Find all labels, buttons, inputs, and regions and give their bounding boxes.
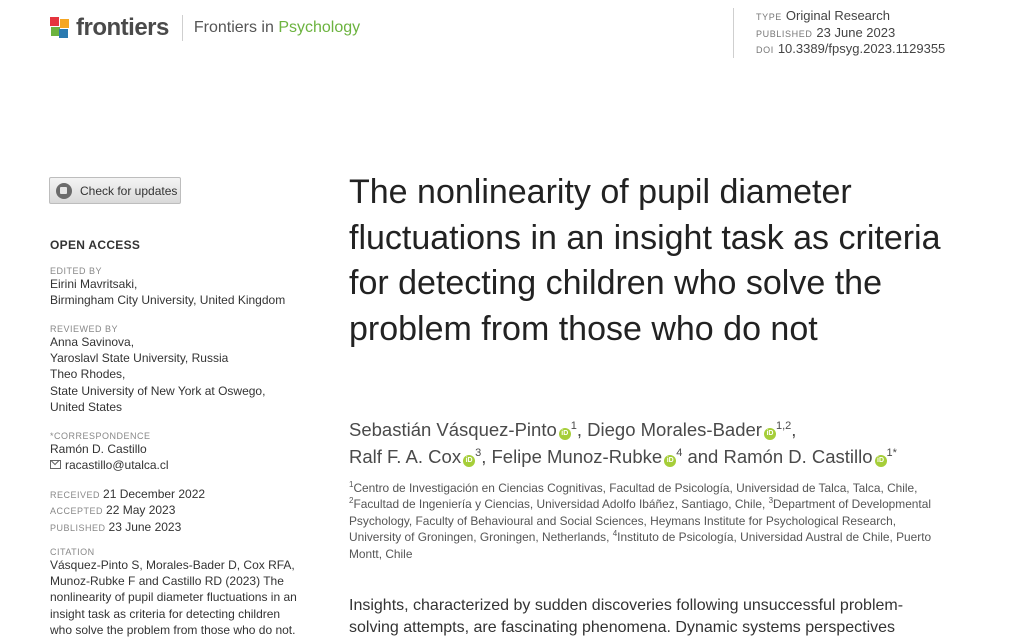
text-line: State University of New York at Oswego, xyxy=(50,383,266,398)
affiliation-sup: 2 xyxy=(349,496,354,506)
meta-type xyxy=(756,8,945,25)
text-line: Theo Rhodes, xyxy=(50,367,126,382)
check-for-updates-label: Check for updates xyxy=(80,183,178,198)
published-value: 23 June 2023 xyxy=(108,519,182,534)
logo-divider xyxy=(182,15,183,41)
reviewed-by-label: REVIEWED BY xyxy=(50,324,119,334)
orcid-icon[interactable]: iD xyxy=(764,428,776,440)
author-name[interactable]: Sebastián Vásquez-Pinto xyxy=(349,419,557,440)
accepted-value: 22 May 2023 xyxy=(106,503,176,518)
text-line: Eirini Mavritsaki, xyxy=(50,277,138,291)
text-line: nonlinearity of pupil diameter fluctuations in an xyxy=(50,590,297,605)
author-affiliation-sup: 3 xyxy=(475,446,482,459)
text-line: United States xyxy=(50,399,123,414)
envelope-icon xyxy=(50,460,61,469)
accepted-date xyxy=(50,502,330,518)
text-line: Birmingham City University, United Kingdom xyxy=(50,293,286,308)
meta-doi xyxy=(756,41,945,58)
text-line: who solve the problem from those who do not. xyxy=(50,622,296,637)
check-for-updates-button[interactable] xyxy=(49,177,181,204)
journal-prefix: Frontiers in xyxy=(193,19,279,36)
orcid-icon[interactable]: iD xyxy=(559,428,571,440)
correspondence-label: *CORRESPONDENCE xyxy=(50,431,151,441)
logo-wordmark: frontiers xyxy=(76,14,169,41)
meta-published xyxy=(756,25,945,42)
citation-text xyxy=(50,557,330,638)
author-affiliation-sup: 1* xyxy=(886,446,897,459)
correspondence-name: Ramón D. Castillo xyxy=(50,442,147,456)
edited-by-label: EDITED BY xyxy=(50,266,103,276)
text-line: Munoz-Rubke F and Castillo RD (2023) The xyxy=(50,574,284,589)
edited-by-section xyxy=(50,266,330,308)
frontiers-logo-icon xyxy=(50,17,70,39)
article-title: The nonlinearity of pupil diameter fluctuations in an insight task as criteria for detecting children who solve the problem from those who do not xyxy=(349,173,941,348)
meta-published-value: 23 June 2023 xyxy=(816,24,896,40)
published-label: PUBLISHED xyxy=(50,522,106,533)
meta-type-label: TYPE xyxy=(756,12,782,22)
dates-section xyxy=(50,486,330,535)
reviewed-by-section xyxy=(50,324,330,415)
author-name[interactable]: Ralf F. A. Cox xyxy=(349,446,462,467)
received-date xyxy=(50,486,330,502)
text-line: Vásquez-Pinto S, Morales-Bader D, Cox RFA, xyxy=(50,558,295,572)
orcid-icon[interactable]: iD xyxy=(875,455,887,467)
text-line: Anna Savinova, xyxy=(50,335,135,349)
affiliation-text: Centro de Investigación en Ciencias Cognitivas, Facultad de Psicología, Universidad de Talca, Talca, Chile, xyxy=(353,481,918,495)
citation-section xyxy=(50,547,330,638)
correspondence-email[interactable] xyxy=(50,457,330,473)
received-value: 21 December 2022 xyxy=(103,487,206,501)
article-meta xyxy=(733,8,945,58)
text-line: insight task as criteria for detecting children xyxy=(50,606,281,621)
affiliation-text: Department of Developmental Psychology, Faculty of Behavioural and Social Sciences, Heymans Institute for Psychological Research, University of Groningen, Groningen, Netherlands, xyxy=(349,497,931,545)
published-date xyxy=(50,519,330,535)
affiliations xyxy=(349,480,939,562)
journal-accent: Psychology xyxy=(278,19,361,36)
crossmark-icon xyxy=(56,183,72,199)
orcid-icon[interactable]: iD xyxy=(664,455,676,467)
text-line: Yaroslavl State University, Russia xyxy=(50,351,229,366)
accepted-label: ACCEPTED xyxy=(50,506,104,517)
journal-name[interactable] xyxy=(194,19,360,37)
citation-label: CITATION xyxy=(50,547,95,557)
author-affiliation-sup: 4 xyxy=(676,446,683,459)
meta-published-label: PUBLISHED xyxy=(756,28,813,39)
abstract-text: Insights, characterized by sudden discoveries following unsuccessful problem-solving attempts, are fascinating phenomena. Dynamic systems perspectives xyxy=(349,597,904,636)
correspondence-section xyxy=(50,431,330,473)
affiliation-sup: 4 xyxy=(612,529,618,539)
author-list: Sebastián Vásquez-Pinto $iD^1$, Diego Morales-Bader iD$^{1,2}$, Ralf F. A. Cox $iD^3$, Felipe Munoz-Rubke $iD^4$ and Ramón D. Castillo $iD^{1*}$ xyxy=(349,419,897,467)
author-name[interactable]: Diego Morales-Bader xyxy=(587,419,762,440)
affiliation-sup: 3 xyxy=(768,496,774,506)
author-name[interactable]: Ramón D. Castillo xyxy=(723,446,873,467)
edited-by-list xyxy=(50,276,330,308)
affiliation-text: Facultad de Ingeniería y Ciencias, Universidad Adolfo Ibáñez, Santiago, Chile, xyxy=(353,497,769,512)
meta-doi-value[interactable]: 10.3389/fpsyg.2023.1129355 xyxy=(777,41,946,56)
affiliation-sup: 1 xyxy=(349,480,354,490)
reviewed-by-list xyxy=(50,334,330,415)
orcid-icon[interactable]: iD xyxy=(463,455,475,467)
frontiers-logo[interactable] xyxy=(50,14,360,42)
open-access-label: OPEN ACCESS xyxy=(50,238,141,252)
author-affiliation-sup: 1 xyxy=(570,419,577,432)
author-name[interactable]: Felipe Munoz-Rubke xyxy=(491,446,663,467)
meta-type-value: Original Research xyxy=(785,8,890,23)
correspondence-email-text: racastillo@utalca.cl xyxy=(65,458,169,473)
author-affiliation-sup: 1,2 xyxy=(775,419,792,432)
received-label: RECEIVED xyxy=(50,490,101,500)
affiliation-text: Instituto de Psicología, Universidad Austral de Chile, Puerto Montt, Chile xyxy=(349,530,932,561)
meta-doi-label: DOI xyxy=(756,45,774,55)
